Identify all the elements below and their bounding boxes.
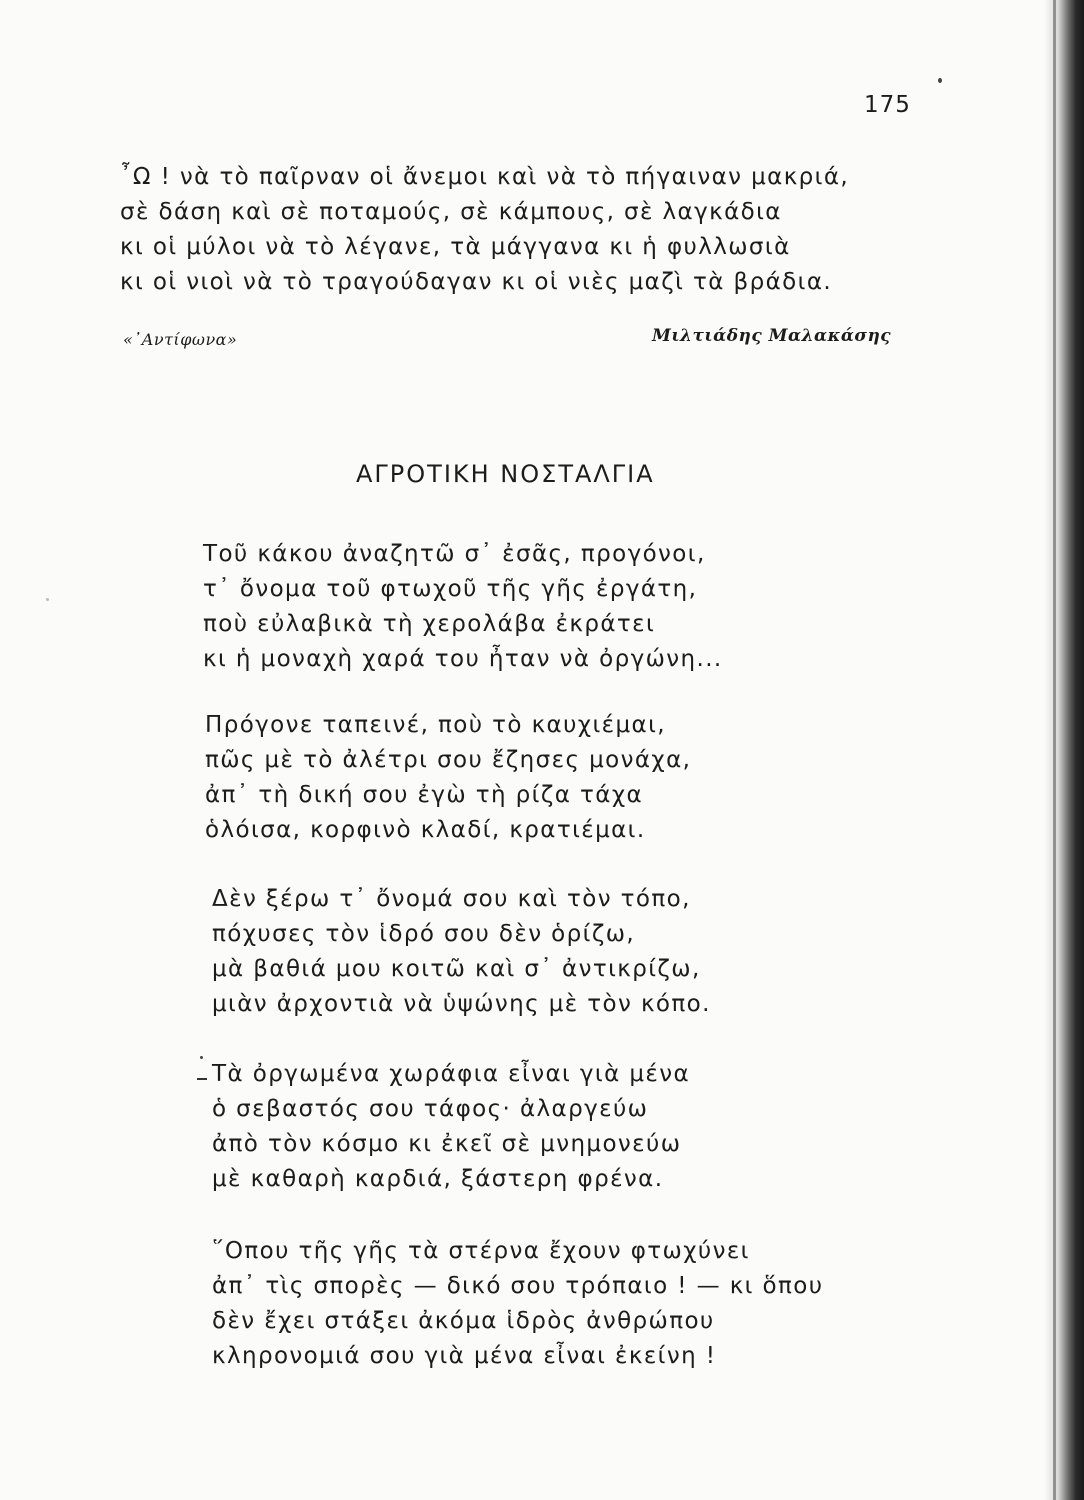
poem-author: Μιλτιάδης Μαλακάσης (652, 326, 892, 346)
stanza-2 (205, 708, 691, 848)
verse-line: τ᾿ ὄνομα τοῦ φτωχοῦ τῆς γῆς ἐργάτη, (203, 576, 698, 602)
verse-line: Δὲν ξέρω τ᾿ ὄνομά σου καὶ τὸν τόπο, (212, 886, 691, 912)
stanza-3 (212, 882, 711, 1022)
verse-line: κι οἱ μύλοι νὰ τὸ λέγανε, τὰ μάγγανα κι ἡ φυλλωσιὰ (120, 234, 791, 260)
poem-source: «᾿Αντίφωνα» (123, 330, 238, 349)
verse-line: Τοῦ κάκου ἀναζητῶ σ᾿ ἐσᾶς, προγόνοι, (203, 541, 706, 567)
verse-line: πῶς μὲ τὸ ἀλέτρι σου ἔζησες μονάχα, (205, 747, 692, 773)
verse-line: ποὺ εὐλαβικὰ τὴ χερολάβα ἐκράτει (203, 611, 656, 637)
verse-line: ῏Ω ! νὰ τὸ παῖρναν οἱ ἄνεμοι καὶ νὰ τὸ πήγαιναν μακριά, (120, 164, 850, 190)
page-number: 175 (864, 92, 911, 118)
verse-line: ὁλόισα, κορφινὸ κλαδί, κρατιέμαι. (205, 817, 646, 843)
verse-line: κι οἱ νιοὶ νὰ τὸ τραγούδαγαν κι οἱ νιὲς μαζὶ τὰ βράδια. (120, 269, 833, 295)
binding-edge (1044, 0, 1084, 1500)
verse-line: δὲν ἔχει στάξει ἀκόμα ἱδρὸς ἀνθρώπου (212, 1308, 715, 1334)
verse-line: ῞Οπου τῆς γῆς τὰ στέρνα ἔχουν φτωχύνει (212, 1238, 750, 1264)
verse-line: Πρόγονε ταπεινέ, ποὺ τὸ καυχιέμαι, (205, 712, 666, 738)
verse-line: πόχυσες τὸν ἱδρό σου δὲν ὁρίζω, (212, 921, 636, 947)
binding-edge-line (1053, 0, 1056, 1500)
previous-poem-ending (120, 160, 849, 300)
verse-line: μὰ βαθιά μου κοιτῶ καὶ σ᾿ ἀντικρίζω, (212, 956, 701, 982)
verse-line: κληρονομιά σου γιὰ μένα εἶναι ἐκείνη ! (212, 1343, 717, 1369)
verse-line: μιὰν ἀρχοντιὰ νὰ ὑψώνης μὲ τὸν κόπο. (212, 991, 711, 1017)
print-speck (46, 598, 49, 601)
print-speck (200, 1056, 203, 1059)
verse-line: Τὰ ὀργωμένα χωράφια εἶναι γιὰ μένα (212, 1061, 691, 1087)
verse-line: σὲ δάση καὶ σὲ ποταμούς, σὲ κάμπους, σὲ λαγκάδια (120, 199, 782, 225)
stanza-1 (203, 537, 723, 677)
poem-title: ΑΓΡΟΤΙΚΗ ΝΟΣΤΑΛΓΙΑ (356, 460, 655, 488)
print-speck (938, 78, 942, 83)
stanza-5 (212, 1234, 823, 1374)
verse-line: ἀπ᾿ τὴ δική σου ἐγὼ τὴ ρίζα τάχα (205, 782, 644, 808)
margin-mark (197, 1078, 207, 1080)
verse-line: κι ἡ μοναχὴ χαρά του ἦταν νὰ ὀργώνη... (203, 646, 723, 672)
verse-line: ὁ σεβαστός σου τάφος· ἀλαργεύω (212, 1096, 649, 1122)
stanza-4 (212, 1057, 690, 1197)
verse-line: ἀπ᾿ τὶς σπορὲς — δικό σου τρόπαιο ! — κι ὅπου (212, 1273, 824, 1299)
verse-line: μὲ καθαρὴ καρδιά, ξάστερη φρένα. (212, 1166, 664, 1192)
verse-line: ἀπὸ τὸν κόσμο κι ἐκεῖ σὲ μνημονεύω (212, 1131, 682, 1157)
